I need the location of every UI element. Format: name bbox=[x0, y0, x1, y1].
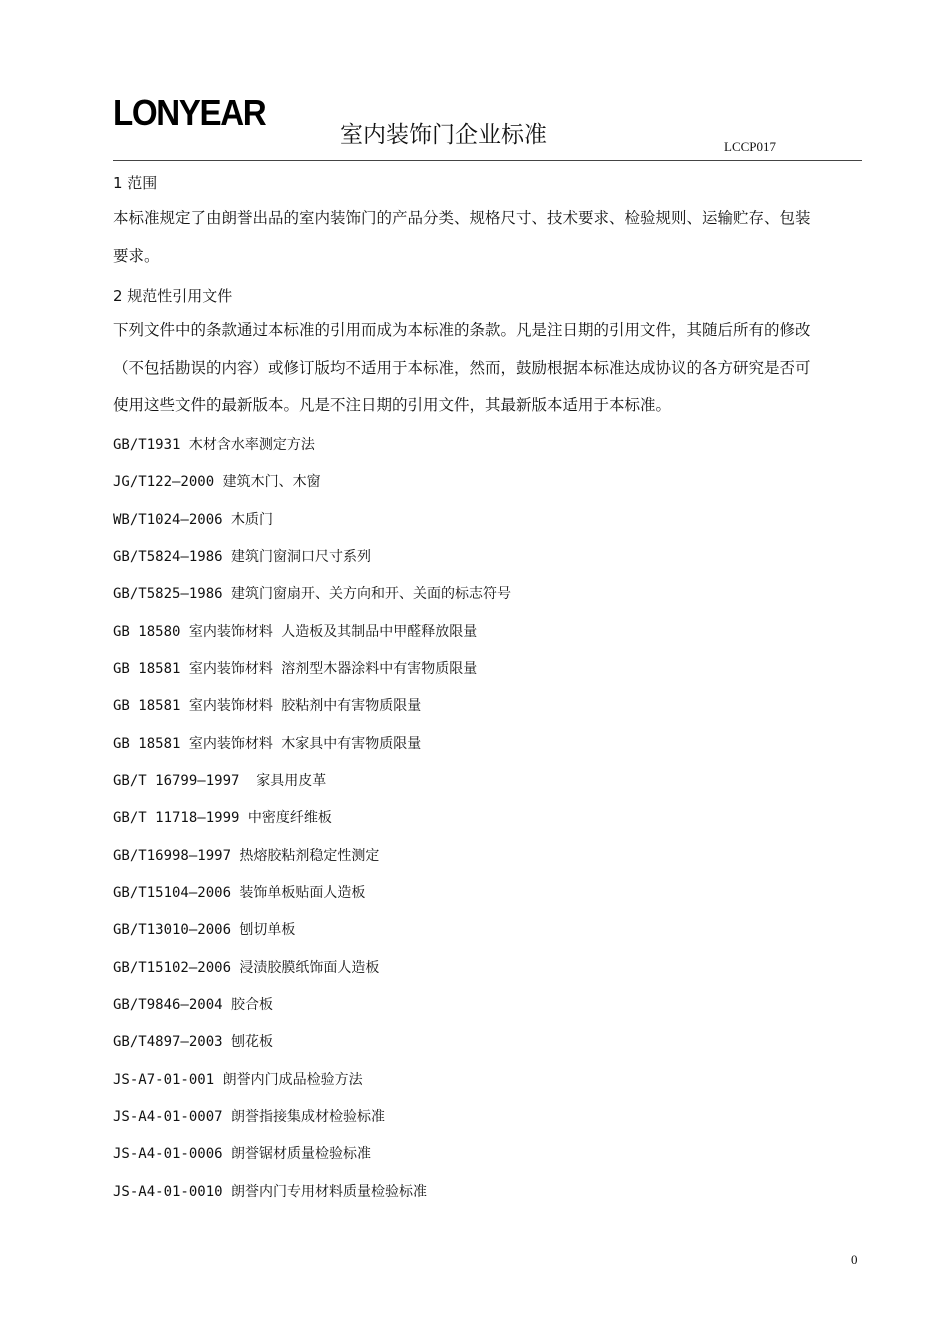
paragraph-line: 下列文件中的条款通过本标准的引用而成为本标准的条款。凡是注日期的引用文件，其随后所有的修改 bbox=[113, 321, 811, 339]
section-heading-references: 2 规范性引用文件 bbox=[113, 287, 233, 305]
reference-item: GB/T9846—2004 胶合板 bbox=[113, 997, 274, 1013]
reference-item: GB/T 16799—1997 家具用皮革 bbox=[113, 773, 327, 789]
section-heading-scope: 1 范围 bbox=[113, 174, 158, 192]
paragraph-line: 使用这些文件的最新版本。凡是不注日期的引用文件，其最新版本适用于本标准。 bbox=[113, 396, 672, 414]
document-code: LCCP017 bbox=[724, 139, 777, 154]
reference-item: GB/T15104—2006 装饰单板贴面人造板 bbox=[113, 885, 366, 901]
reference-item: JS-A7-01-001 朗誉内门成品检验方法 bbox=[113, 1072, 363, 1088]
reference-item: GB 18581 室内装饰材料 木家具中有害物质限量 bbox=[113, 736, 422, 752]
header-divider bbox=[113, 160, 862, 161]
paragraph-line: 本标准规定了由朗誉出品的室内装饰门的产品分类、规格尺寸、技术要求、检验规则、运输贮存、包装 bbox=[113, 209, 811, 227]
paragraph-line: （不包括勘误的内容）或修订版均不适用于本标准，然而，鼓励根据本标准达成协议的各方研究是否可 bbox=[113, 358, 811, 377]
reference-item: GB/T4897—2003 刨花板 bbox=[113, 1034, 274, 1050]
references-paragraph bbox=[113, 312, 861, 425]
reference-item: GB 18580 室内装饰材料 人造板及其制品中甲醛释放限量 bbox=[113, 624, 478, 640]
reference-item: JG/T122—2000 建筑木门、木窗 bbox=[113, 474, 321, 490]
document-title: 室内装饰门企业标准 bbox=[340, 122, 547, 148]
reference-item: GB 18581 室内装饰材料 胶粘剂中有害物质限量 bbox=[113, 698, 422, 714]
reference-item: JS-A4-01-0010 朗誉内门专用材料质量检验标准 bbox=[113, 1184, 428, 1200]
reference-item: JS-A4-01-0007 朗誉指接集成材检验标准 bbox=[113, 1109, 386, 1125]
reference-item: WB/T1024—2006 木质门 bbox=[113, 512, 274, 528]
reference-item: GB/T13010—2006 刨切单板 bbox=[113, 922, 296, 938]
reference-item: GB/T 11718—1999 中密度纤维板 bbox=[113, 810, 332, 826]
scope-paragraph bbox=[113, 200, 861, 275]
paragraph-line: 要求。 bbox=[113, 246, 160, 265]
reference-item: GB/T16998—1997 热熔胶粘剂稳定性测定 bbox=[113, 848, 380, 864]
page-number: 0 bbox=[851, 1252, 858, 1267]
reference-item: GB/T15102—2006 浸渍胶膜纸饰面人造板 bbox=[113, 960, 380, 976]
company-logo: LONYEAR bbox=[113, 92, 266, 133]
reference-item: JS-A4-01-0006 朗誉锯材质量检验标准 bbox=[113, 1146, 372, 1162]
reference-item: GB 18581 室内装饰材料 溶剂型木器涂料中有害物质限量 bbox=[113, 661, 478, 677]
reference-item: GB/T1931 木材含水率测定方法 bbox=[113, 437, 315, 453]
reference-item: GB/T5824—1986 建筑门窗洞口尺寸系列 bbox=[113, 549, 372, 565]
reference-item: GB/T5825—1986 建筑门窗扇开、关方向和开、关面的标志符号 bbox=[113, 586, 512, 602]
